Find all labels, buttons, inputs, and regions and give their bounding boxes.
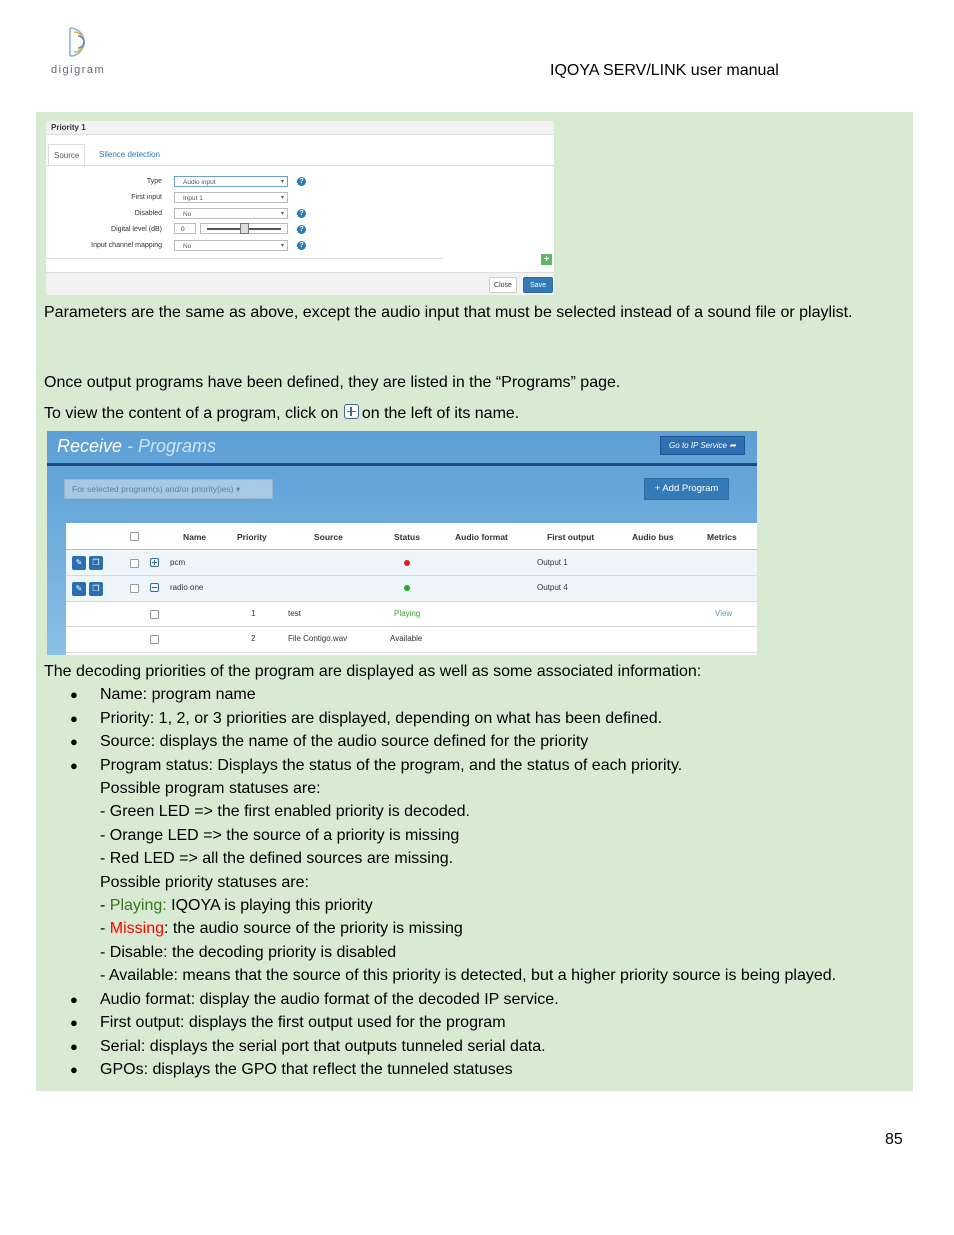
add-icon[interactable]: + bbox=[541, 254, 552, 265]
status-line-missing: - Missing: the audio source of the priority is missing bbox=[100, 920, 463, 938]
go-to-ip-service-button[interactable] bbox=[660, 436, 745, 455]
channel-mapping-value: No bbox=[183, 243, 192, 250]
paragraph-view-content bbox=[44, 402, 519, 426]
header-stripe bbox=[47, 463, 757, 466]
copy-icon[interactable]: ❐ bbox=[89, 582, 103, 596]
table-row[interactable] bbox=[66, 550, 757, 576]
priority-status: Available bbox=[390, 634, 423, 643]
missing-word: Missing bbox=[109, 920, 165, 938]
select-all-checkbox[interactable] bbox=[130, 532, 139, 541]
list-item: ● Source: displays the name of the audio source defined for the priority bbox=[44, 730, 904, 753]
chevron-down-icon: ▾ bbox=[280, 243, 284, 249]
expand-plus-icon bbox=[344, 404, 359, 419]
document-title: IQOYA SERV/LINK user manual bbox=[550, 62, 779, 79]
dialog-footer bbox=[46, 272, 554, 295]
column-header: Status bbox=[394, 532, 420, 542]
title-separator: - bbox=[122, 436, 139, 456]
tab-silence-detection[interactable]: Silence detection bbox=[99, 150, 160, 159]
digigram-logo bbox=[48, 24, 118, 80]
edit-icon[interactable]: ✎ bbox=[72, 582, 86, 596]
status-line: - Green LED => the first enabled priority is decoded. bbox=[100, 803, 470, 821]
program-name: radio one bbox=[170, 583, 204, 592]
row-checkbox[interactable] bbox=[150, 635, 159, 644]
column-header: Audio bus bbox=[632, 532, 674, 542]
list-item-continuation bbox=[44, 777, 904, 988]
type-select[interactable] bbox=[174, 176, 288, 187]
list-item: ● Priority: 1, 2, or 3 priorities are displayed, depending on what has been defined. bbox=[44, 707, 904, 730]
help-icon[interactable]: ? bbox=[297, 177, 306, 186]
close-button[interactable]: Close bbox=[489, 277, 517, 293]
programs-page-screenshot bbox=[47, 431, 757, 655]
table-row[interactable] bbox=[66, 576, 757, 602]
status-led-red bbox=[404, 560, 410, 566]
slider-handle[interactable] bbox=[240, 223, 249, 234]
list-item: ● GPOs: displays the GPO that reflect the tunneled statuses bbox=[44, 1058, 904, 1081]
info-list bbox=[44, 683, 904, 1081]
paragraph-view-before: To view the content of a program, click on bbox=[44, 405, 339, 422]
priority-status: Playing bbox=[394, 609, 421, 618]
row-checkbox[interactable] bbox=[130, 559, 139, 568]
copy-icon[interactable]: ❐ bbox=[89, 556, 103, 570]
playing-rest: IQOYA is playing this priority bbox=[166, 897, 373, 915]
priority-source: File Contigo.wav bbox=[288, 634, 348, 643]
priority-number: 2 bbox=[251, 634, 256, 643]
go-to-ip-service-label: Go to IP Service bbox=[669, 441, 727, 450]
save-button[interactable]: Save bbox=[523, 277, 553, 293]
list-item bbox=[44, 754, 904, 777]
column-header: Source bbox=[314, 532, 343, 542]
digital-level-input[interactable]: 0 bbox=[174, 223, 196, 234]
add-program-button[interactable]: + Add Program bbox=[644, 478, 729, 500]
status-line: Possible priority statuses are: bbox=[100, 873, 309, 891]
paragraph-parameters: Parameters are the same as above, except the audio input that must be selected instead of a sound file or playlist. bbox=[44, 304, 853, 321]
first-input-value: Input 1 bbox=[183, 195, 203, 202]
missing-rest: : the audio source of the priority is missing bbox=[164, 920, 463, 938]
type-value: Audio input bbox=[183, 179, 216, 186]
list-item: ● Name: program name bbox=[44, 683, 904, 706]
status-line: - Disable: the decoding priority is disabled bbox=[100, 943, 397, 961]
status-line: - Available: means that the source of this priority is detected, but a higher priority source is being played. bbox=[100, 967, 837, 985]
list-item: ● First output: displays the first output used for the program bbox=[44, 1011, 904, 1034]
type-label: Type bbox=[146, 178, 162, 185]
priority-number: 1 bbox=[251, 609, 256, 618]
logo-text: digigram bbox=[51, 64, 106, 76]
digital-level-slider[interactable] bbox=[200, 223, 288, 234]
priority-dialog-screenshot bbox=[46, 121, 554, 295]
paragraph-programs-page: Once output programs have been defined, they are listed in the “Programs” page. bbox=[44, 374, 621, 391]
title-sub: Programs bbox=[138, 436, 217, 456]
list-item: ● Serial: displays the serial port that outputs tunneled serial data. bbox=[44, 1035, 904, 1058]
status-led-green bbox=[404, 585, 410, 591]
tab-source[interactable]: Source bbox=[48, 144, 85, 167]
first-input-select[interactable] bbox=[174, 192, 288, 203]
page-title bbox=[57, 436, 216, 457]
column-header: Priority bbox=[237, 532, 267, 542]
intro-text: The decoding priorities of the program are displayed as well as some associated information: bbox=[44, 663, 702, 680]
paragraph-view-after: on the left of its name. bbox=[361, 405, 520, 422]
chevron-down-icon: ▾ bbox=[280, 179, 284, 185]
programs-table bbox=[66, 523, 757, 655]
divider bbox=[46, 258, 443, 259]
column-header: Audio format bbox=[455, 532, 508, 542]
first-input-label: First input bbox=[131, 194, 162, 201]
status-line: - Orange LED => the source of a priority is missing bbox=[100, 826, 460, 844]
column-header: Name bbox=[183, 532, 207, 542]
priority-row[interactable] bbox=[66, 602, 757, 627]
status-line: Possible program statuses are: bbox=[100, 780, 321, 798]
row-checkbox[interactable] bbox=[130, 584, 139, 593]
row-checkbox[interactable] bbox=[150, 610, 159, 619]
share-arrow-icon: ➦ bbox=[729, 441, 736, 450]
status-heading: ● Program status: Displays the status of the program, and the status of each priority. bbox=[100, 756, 683, 774]
digital-level-label: Digital level (dB) bbox=[111, 226, 162, 233]
chevron-down-icon: ▾ bbox=[280, 211, 284, 217]
priorities-description bbox=[44, 660, 904, 1081]
channel-mapping-select[interactable] bbox=[174, 240, 288, 251]
page-number: 85 bbox=[885, 1131, 903, 1148]
channel-mapping-label: Input channel mapping bbox=[91, 242, 162, 249]
first-output: Output 4 bbox=[537, 583, 568, 592]
disabled-label: Disabled bbox=[134, 210, 162, 217]
help-icon[interactable]: ? bbox=[297, 225, 306, 234]
help-icon[interactable]: ? bbox=[297, 209, 306, 218]
priority-source: test bbox=[288, 609, 301, 618]
dialog-title: Priority 1 bbox=[51, 123, 86, 132]
first-output: Output 1 bbox=[537, 558, 568, 567]
title-main: Receive bbox=[57, 436, 123, 456]
status-line: - Red LED => all the defined sources are missing. bbox=[100, 850, 454, 868]
help-icon[interactable]: ? bbox=[297, 241, 306, 250]
status-line-playing: - Playing: IQOYA is playing this priority bbox=[100, 897, 373, 915]
list-item: ● Audio format: display the audio format of the decoded IP service. bbox=[44, 988, 904, 1011]
logo-mark-icon bbox=[64, 24, 100, 60]
dialog-header bbox=[46, 121, 554, 135]
collapse-minus-icon[interactable] bbox=[150, 583, 159, 592]
chevron-down-icon: ▾ bbox=[280, 195, 284, 201]
column-header: First output bbox=[547, 532, 595, 542]
playing-word: Playing: bbox=[109, 897, 167, 915]
expand-plus-icon[interactable] bbox=[150, 558, 159, 567]
metrics-view-link[interactable]: View bbox=[715, 609, 733, 618]
table-header-row bbox=[66, 523, 757, 550]
tab-divider bbox=[46, 165, 554, 166]
edit-icon[interactable]: ✎ bbox=[72, 556, 86, 570]
bulk-action-dropdown[interactable]: For selected program(s) and/or priority(ies) ▾ bbox=[64, 479, 273, 499]
program-name: pcm bbox=[170, 558, 186, 567]
disabled-select[interactable] bbox=[174, 208, 288, 219]
priority-row[interactable] bbox=[66, 627, 757, 653]
disabled-value: No bbox=[183, 211, 192, 218]
column-header: Metrics bbox=[707, 532, 737, 542]
